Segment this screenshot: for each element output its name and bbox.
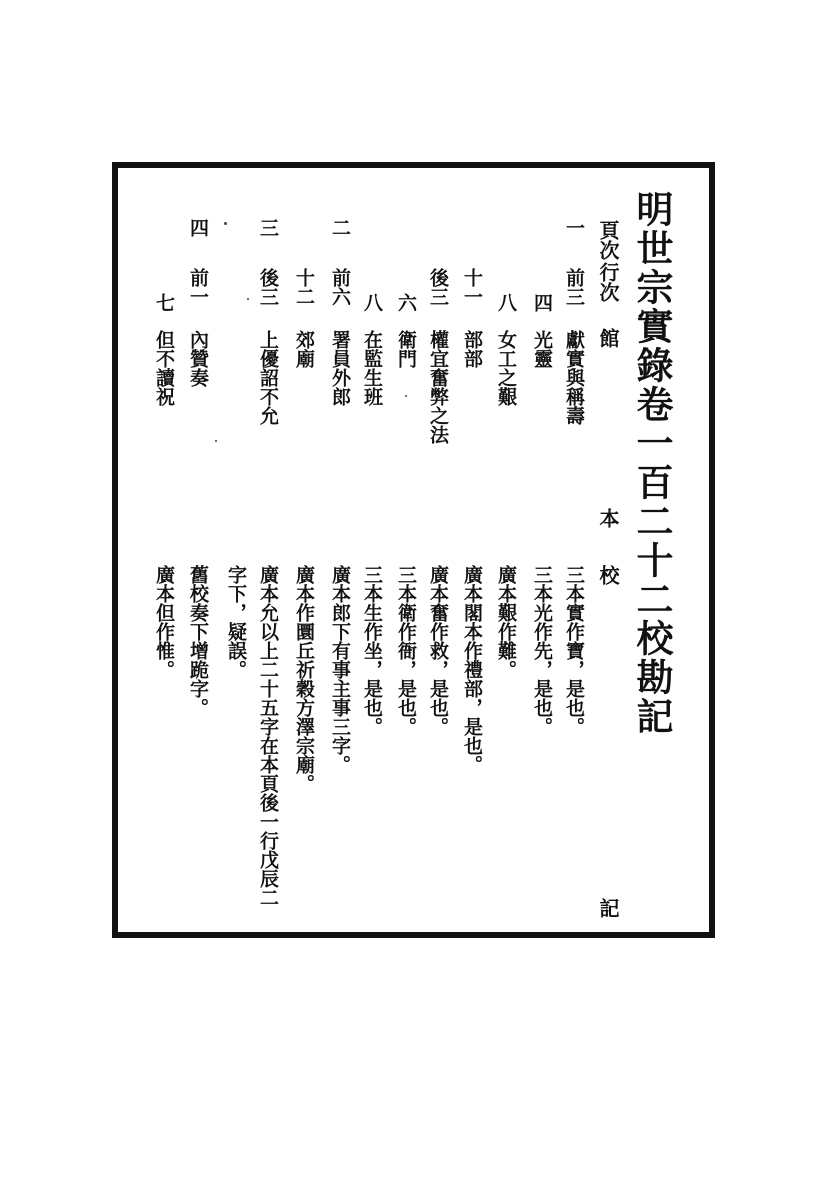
header-ji-label: 記 <box>596 898 620 918</box>
hall-text: 上優詔不允 <box>257 330 279 425</box>
line-number: 八 <box>495 293 517 312</box>
hall-text: 女工之艱 <box>495 330 517 406</box>
collation-note: 廣本艱作難。 <box>495 565 517 679</box>
hall-text: 在監生班 <box>361 330 383 406</box>
collation-note: 廣本郎下有事主事三字。 <box>329 565 351 774</box>
page-number: 一 <box>563 218 585 237</box>
line-number: 十一 <box>461 268 483 306</box>
page-number: 二 <box>329 218 351 237</box>
line-number: 八 <box>361 293 383 312</box>
line-number: 四 <box>531 293 553 312</box>
collation-note: 字下，疑誤。 <box>225 565 247 679</box>
hall-text: 但不讀祝 <box>153 330 175 406</box>
collation-note: 三本衛作衙，是也。 <box>395 565 417 736</box>
hall-text: 署員外郎 <box>329 330 351 406</box>
line-number: 前三 <box>563 268 585 306</box>
hall-text: 部部 <box>461 330 483 368</box>
header-page-label: 頁次 <box>596 220 620 260</box>
collation-note: 廣本但作惟。 <box>153 565 175 679</box>
print-speck <box>247 298 249 300</box>
line-number: 後三 <box>257 268 279 306</box>
header-line-label: 行次 <box>596 262 620 302</box>
collation-note: 廣本允以上二十五字在本頁後一行戊辰二 <box>257 565 279 907</box>
line-number: 前六 <box>329 268 351 306</box>
hall-text: 郊廟 <box>293 330 315 368</box>
hall-text: 獻實與稱壽 <box>563 330 585 425</box>
page-number: 四 <box>187 218 209 237</box>
page-number: 三 <box>257 218 279 237</box>
header-hall-copy-label: 館 <box>596 328 620 348</box>
collation-note: 三本生作坐，是也。 <box>361 565 383 736</box>
collation-note: 三本光作先，是也。 <box>531 565 553 736</box>
print-speck <box>215 440 217 442</box>
hall-text: 權宜奮弊之法 <box>427 330 449 444</box>
collation-note: 廣本閣本作禮部，是也。 <box>461 565 483 774</box>
collation-note: 舊校奏下增跪字。 <box>187 565 209 717</box>
line-number: 十二 <box>293 268 315 306</box>
header-jiao-label: 校 <box>596 565 620 585</box>
line-number: 前一 <box>187 268 209 306</box>
collation-note: 廣本作圜丘祈穀方澤宗廟。 <box>293 565 315 793</box>
collation-note: 三本實作寶，是也。 <box>563 565 585 736</box>
print-speck <box>405 395 407 397</box>
collation-note: 廣本奮作救，是也。 <box>427 565 449 736</box>
hall-text: 光靈 <box>531 330 553 368</box>
hall-text: 衛門 <box>395 330 417 368</box>
line-number: 六 <box>395 293 417 312</box>
hall-text: 內贊奏 <box>187 330 209 387</box>
line-number: 後三 <box>427 268 449 306</box>
page-title: 明世宗實錄卷一百二十二校勘記 <box>630 190 674 736</box>
print-speck <box>224 222 227 225</box>
header-ben-label: 本 <box>596 508 620 528</box>
line-number: 七 <box>153 293 175 312</box>
